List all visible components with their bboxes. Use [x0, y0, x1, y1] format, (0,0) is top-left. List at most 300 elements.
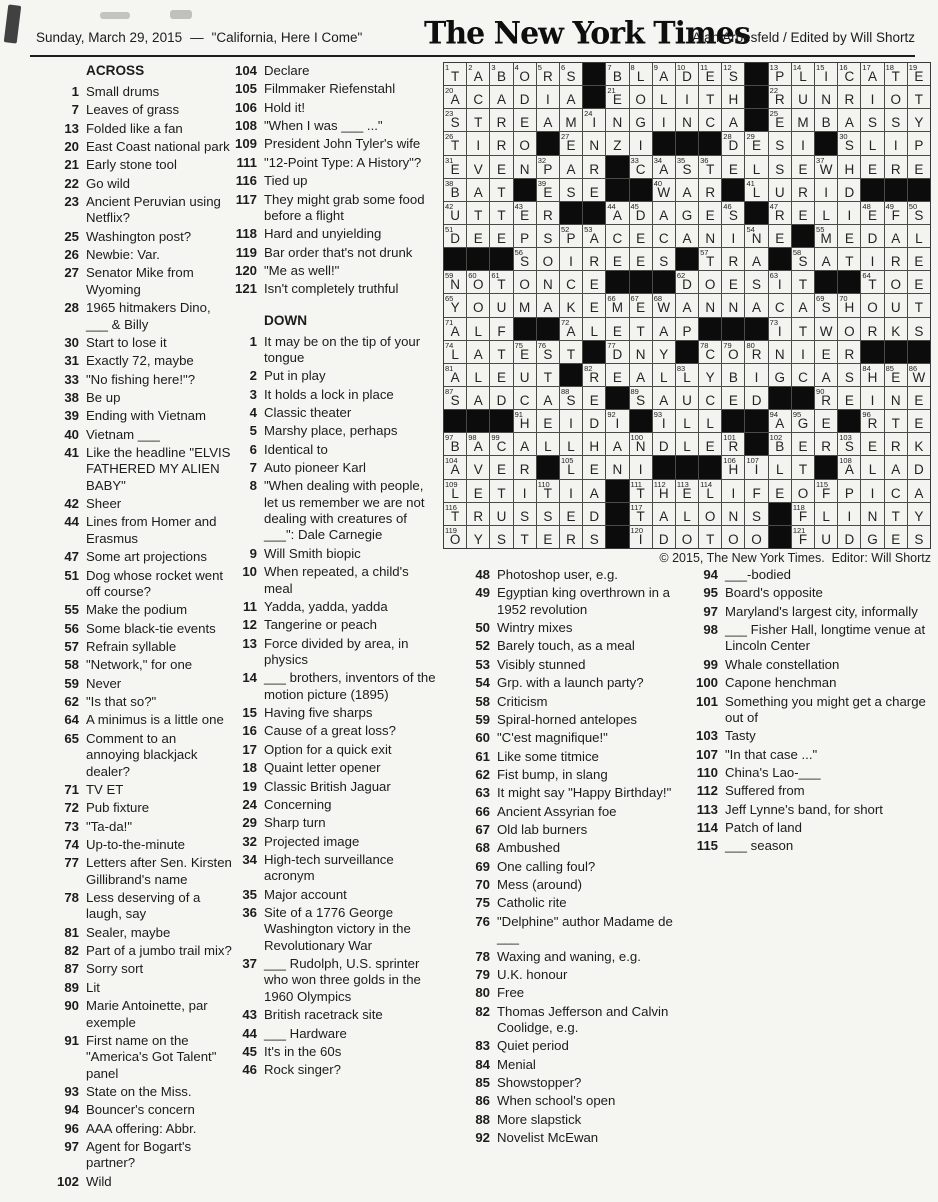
grid-cell: [467, 318, 489, 340]
cell-letter: R: [844, 346, 855, 362]
clue-number: 24: [242, 796, 257, 812]
clue: [458, 1093, 674, 1109]
clue-number: 99: [703, 656, 718, 672]
cell-letter: R: [496, 138, 507, 154]
grid-cell: [885, 387, 907, 409]
cell-letter: T: [636, 508, 645, 524]
grid-cell: [676, 271, 698, 293]
cell-letter: A: [914, 485, 924, 501]
clue: [458, 877, 674, 893]
cell-letter: I: [847, 508, 852, 524]
cell-letter: T: [497, 277, 506, 293]
clue-number: 79: [475, 966, 490, 982]
cell-letter: R: [589, 161, 600, 177]
cell-letter: L: [868, 462, 877, 478]
cell-letter: E: [728, 277, 738, 293]
cell-number: 47: [769, 201, 778, 211]
grid-cell: [490, 480, 512, 502]
cell-letter: T: [497, 485, 506, 501]
cell-letter: D: [914, 462, 924, 478]
cell-letter: T: [798, 323, 808, 339]
black-square: [815, 271, 837, 293]
clue: [53, 819, 232, 835]
cell-letter: I: [777, 277, 782, 293]
cell-number: 57: [700, 248, 709, 258]
grid-cell: [792, 318, 814, 340]
cell-letter: I: [638, 138, 643, 154]
clue: [458, 694, 674, 710]
clue-text: Marshy place, perhaps: [264, 423, 398, 439]
grid-cell: [838, 248, 860, 270]
grid-cell: [861, 294, 883, 316]
cell-letter: T: [798, 462, 808, 478]
clue: [53, 694, 232, 710]
grid-cell: [537, 179, 559, 201]
cell-letter: E: [612, 369, 622, 385]
clue: [53, 549, 232, 565]
clue-number: 85: [475, 1075, 490, 1091]
cell-letter: T: [798, 277, 808, 293]
clue-number: 46: [242, 1062, 257, 1078]
cell-number: 108: [839, 456, 852, 466]
grid-cell: [838, 503, 860, 525]
clue-number: 82: [64, 943, 79, 959]
black-square: [444, 248, 466, 270]
cell-number: 85: [885, 363, 894, 373]
clue-text: Photoshop user, e.g.: [497, 567, 618, 582]
cell-letter: R: [798, 184, 808, 200]
black-square: [606, 271, 628, 293]
grid-cell: [861, 156, 883, 178]
grid-cell: [699, 480, 721, 502]
clue-number: 87: [64, 961, 79, 977]
cell-letter: N: [635, 346, 646, 362]
clue-text: "12-Point Type: A History"?: [264, 154, 422, 170]
cell-letter: A: [682, 300, 692, 316]
cell-letter: C: [774, 300, 785, 316]
grid-cell: [815, 526, 837, 548]
cell-number: 111: [630, 479, 642, 489]
grid-cell: [792, 202, 814, 224]
grid-cell: [885, 433, 907, 455]
cell-letter: K: [891, 323, 901, 339]
black-square: [861, 341, 883, 363]
clue-text: Declare: [264, 63, 310, 78]
cell-letter: O: [704, 508, 716, 524]
grid-cell: [908, 318, 930, 340]
grid-cell: [537, 109, 559, 131]
clue-text: Dog whose rocket went off course?: [86, 567, 224, 599]
cell-letter: L: [660, 369, 668, 385]
clue-text: Major account: [264, 886, 347, 902]
cell-letter: L: [868, 138, 877, 154]
clue: [231, 63, 440, 79]
clue-text: Identical to: [264, 441, 328, 457]
cell-letter: T: [520, 531, 529, 547]
grid-cell: [769, 433, 791, 455]
black-square: [699, 318, 721, 340]
grid-cell: [630, 109, 652, 131]
grid-cell: [560, 132, 582, 154]
clue-number: 102: [56, 1173, 79, 1189]
clue-number: 121: [234, 281, 257, 297]
grid-cell: [514, 225, 536, 247]
cell-number: 39: [537, 178, 547, 188]
clue-number: 62: [475, 766, 490, 782]
grid-cell: [861, 63, 883, 85]
clue: [231, 368, 440, 384]
black-square: [514, 318, 536, 340]
clue-text: Leaves of grass: [86, 102, 180, 118]
crossword-grid: [443, 62, 931, 549]
clue-number: 29: [242, 815, 257, 831]
cell-letter: O: [797, 485, 809, 501]
black-square: [653, 456, 675, 478]
cell-letter: I: [870, 392, 875, 408]
grid-cell: [514, 526, 536, 548]
cell-letter: T: [450, 138, 460, 154]
cell-letter: N: [612, 115, 623, 131]
clue-number: 94: [64, 1102, 79, 1118]
grid-cell: [444, 86, 466, 108]
grid-cell: [792, 294, 814, 316]
clue: [53, 194, 232, 227]
grid-cell: [815, 318, 837, 340]
grid-cell: [699, 156, 721, 178]
grid-cell: [861, 86, 883, 108]
cell-letter: E: [752, 138, 762, 154]
clue: [458, 967, 674, 983]
clue: [231, 245, 440, 261]
grid-cell: [630, 156, 652, 178]
black-square: [815, 456, 837, 478]
clue-number: 112: [696, 783, 718, 799]
grid-cell: [537, 341, 559, 363]
cell-letter: L: [752, 161, 761, 177]
cell-letter: P: [682, 323, 692, 339]
cell-letter: S: [844, 369, 854, 385]
grid-cell: [722, 387, 744, 409]
cell-letter: N: [728, 508, 739, 524]
cell-number: 1: [445, 63, 450, 72]
cell-letter: I: [592, 115, 597, 131]
grid-cell: [583, 364, 605, 386]
grid-cell: [583, 433, 605, 455]
cell-letter: D: [519, 92, 530, 108]
clue-text: "Me as well!": [264, 262, 340, 278]
cell-letter: R: [589, 369, 600, 385]
clue-number: 53: [475, 656, 490, 672]
clue-number: 115: [696, 838, 718, 854]
clue-text: Classic British Jaguar: [264, 778, 391, 794]
cell-number: 10: [676, 63, 686, 72]
grid-cell: [490, 271, 512, 293]
cell-letter: E: [821, 416, 831, 432]
black-square: [606, 526, 628, 548]
black-square: [861, 179, 883, 201]
clue-text: 1965 hitmakers Dino, ___ & Billy: [86, 300, 211, 332]
cell-letter: A: [543, 392, 553, 408]
cell-letter: U: [821, 531, 832, 547]
grid-cell: [792, 433, 814, 455]
clue-number: 1: [71, 83, 79, 99]
clue-number: 49: [475, 585, 490, 601]
clue-number: 60: [475, 730, 490, 746]
cell-number: 82: [584, 363, 593, 373]
grid-cell: [861, 248, 883, 270]
grid-cell: [908, 248, 930, 270]
cell-letter: H: [728, 462, 739, 478]
cell-number: 26: [445, 132, 454, 142]
clue: [53, 176, 232, 192]
clue-text: Sorry sort: [86, 961, 144, 977]
clue-number: 21: [64, 157, 79, 173]
clue-text: Having five sharps: [264, 705, 373, 721]
cell-letter: O: [890, 92, 901, 108]
cell-letter: D: [496, 392, 507, 408]
cell-letter: L: [822, 207, 830, 223]
clue-number: 97: [64, 1139, 79, 1155]
grid-cell: [908, 86, 930, 108]
grid-cell: [444, 271, 466, 293]
grid-cell: [583, 480, 605, 502]
clue-number: 35: [242, 886, 257, 902]
cell-number: 105: [560, 456, 574, 466]
cell-letter: Y: [450, 300, 460, 316]
cell-letter: S: [914, 207, 924, 223]
cell-letter: P: [566, 230, 576, 246]
cell-letter: R: [728, 439, 739, 455]
grid-cell: [653, 109, 675, 131]
cell-letter: H: [844, 161, 855, 177]
grid-cell: [861, 387, 883, 409]
clue-number: 18: [242, 760, 257, 776]
clue-number: 9: [249, 545, 257, 561]
grid-cell: [537, 63, 559, 85]
black-square: [885, 179, 907, 201]
grid-cell: [514, 364, 536, 386]
grid-cell: [653, 410, 675, 432]
cell-number: 3: [491, 63, 496, 72]
grid-cell: [699, 526, 721, 548]
grid-cell: [606, 318, 628, 340]
grid-cell: [815, 503, 837, 525]
grid-cell: [444, 156, 466, 178]
cell-letter: S: [589, 531, 599, 547]
grid-cell: [745, 132, 767, 154]
cell-number: 45: [630, 201, 639, 211]
clue-text: "Ta-da!": [86, 818, 133, 834]
cell-letter: A: [473, 184, 483, 200]
cell-letter: E: [566, 508, 576, 524]
cell-number: 101: [723, 433, 736, 443]
cell-number: 100: [630, 433, 644, 443]
cell-number: 6: [560, 63, 566, 72]
black-square: [908, 179, 930, 201]
clue: [458, 620, 674, 636]
clue-number: 3: [249, 386, 257, 402]
cell-number: 93: [653, 410, 663, 420]
clue-text: Quiet period: [497, 1038, 569, 1054]
grid-cell: [444, 179, 466, 201]
black-square: [699, 132, 721, 154]
clue-text: ___ Fisher Hall, longtime venue at Lincoln Center: [725, 622, 926, 654]
cell-letter: S: [659, 254, 669, 270]
clue: [231, 887, 440, 903]
cell-letter: W: [657, 300, 671, 316]
cell-letter: E: [798, 439, 808, 455]
clue-number: 20: [64, 138, 79, 154]
black-square: [745, 433, 767, 455]
black-square: [490, 248, 512, 270]
grid-cell: [699, 109, 721, 131]
cell-letter: S: [914, 323, 924, 339]
grid-cell: [792, 156, 814, 178]
cell-letter: F: [822, 485, 831, 501]
clue-number: 23: [64, 194, 79, 209]
clue: [458, 914, 674, 947]
cell-letter: E: [728, 392, 738, 408]
cell-letter: L: [451, 346, 459, 362]
cell-letter: A: [844, 115, 854, 131]
cell-letter: E: [682, 485, 692, 501]
cell-number: 79: [723, 340, 732, 350]
cell-letter: U: [798, 92, 808, 108]
cell-letter: E: [775, 230, 785, 246]
clue-number: 39: [64, 408, 79, 424]
cell-letter: W: [912, 369, 926, 385]
cell-letter: O: [704, 277, 716, 293]
cell-letter: S: [450, 115, 460, 131]
clue: [53, 390, 232, 406]
grid-cell: [722, 248, 744, 270]
black-square: [838, 410, 860, 432]
cell-number: 102: [769, 433, 783, 443]
clue-text: ___ Rudolph, U.S. sprinter who won three golds in the 1960 Olympics: [264, 956, 421, 1004]
cell-letter: S: [891, 115, 901, 131]
clue-text: "No fishing here!"?: [86, 371, 196, 387]
cell-letter: L: [544, 439, 552, 455]
clue-text: It may be on the tip of your tongue: [264, 333, 421, 365]
grid-cell: [908, 433, 930, 455]
clue-number: 34: [242, 851, 257, 867]
cell-letter: S: [914, 531, 924, 547]
clue-number: 95: [703, 585, 718, 601]
cell-letter: I: [893, 138, 898, 154]
clue-number: 76: [475, 913, 490, 929]
cell-letter: L: [799, 69, 807, 84]
clue: [458, 1057, 674, 1073]
grid-cell: [861, 503, 883, 525]
grid-cell: [583, 109, 605, 131]
grid-cell: [676, 364, 698, 386]
cell-number: 58: [792, 248, 802, 258]
grid-cell: [444, 480, 466, 502]
cell-letter: N: [751, 230, 762, 246]
cell-letter: S: [450, 392, 460, 408]
cell-letter: I: [476, 138, 481, 154]
black-square: [606, 503, 628, 525]
grid-cell: [815, 202, 837, 224]
clue: [686, 585, 935, 601]
cell-letter: I: [870, 92, 875, 108]
grid-cell: [630, 503, 652, 525]
clue: [53, 998, 232, 1031]
cell-letter: N: [705, 230, 716, 246]
grid-cell: [838, 225, 860, 247]
clue: [458, 822, 674, 838]
cell-letter: R: [473, 508, 484, 524]
cell-number: 63: [769, 271, 778, 281]
cell-letter: S: [566, 184, 576, 200]
grid-cell: [490, 86, 512, 108]
clue: [53, 1174, 232, 1190]
grid-cell: [676, 318, 698, 340]
clue-text: AAA offering: Abbr.: [86, 1120, 197, 1136]
clue: [458, 767, 674, 783]
cell-letter: S: [543, 508, 553, 524]
cell-letter: E: [914, 392, 924, 408]
cell-number: 59: [445, 271, 454, 281]
clue-text: Ancient Peruvian using Netflix?: [86, 194, 221, 226]
cell-letter: R: [890, 161, 901, 177]
grid-cell: [815, 248, 837, 270]
grid-cell: [537, 248, 559, 270]
cell-letter: A: [659, 161, 669, 177]
grid-cell: [769, 318, 791, 340]
cell-letter: D: [589, 416, 600, 432]
clue: [53, 782, 232, 798]
cell-number: 62: [676, 271, 686, 281]
cell-letter: E: [914, 277, 924, 293]
clue-text: Early stone tool: [86, 157, 177, 173]
grid-cell: [699, 503, 721, 525]
across-clue-column: [53, 63, 232, 1192]
cell-letter: Y: [473, 531, 483, 547]
grid-cell: [908, 225, 930, 247]
black-square: [815, 132, 837, 154]
grid-cell: [908, 526, 930, 548]
grid-cell: [722, 341, 744, 363]
cell-letter: E: [705, 207, 715, 223]
cell-letter: E: [914, 69, 924, 84]
grid-cell: [792, 456, 814, 478]
scan-artifact: [100, 12, 130, 19]
clue: [231, 442, 440, 458]
grid-cell: [745, 480, 767, 502]
cell-number: 113: [676, 479, 689, 489]
grid-cell: [653, 294, 675, 316]
cell-letter: T: [497, 346, 506, 362]
cell-letter: U: [450, 207, 460, 223]
clue-number: 7: [71, 102, 79, 118]
cell-letter: C: [612, 230, 623, 246]
grid-cell: [676, 526, 698, 548]
grid-cell: [514, 294, 536, 316]
grid-cell: [630, 63, 652, 85]
cell-letter: T: [636, 323, 645, 339]
clue-text: Start to lose it: [86, 334, 167, 350]
across-heading: ACROSS: [86, 63, 145, 78]
cell-number: 90: [816, 386, 825, 396]
cell-letter: L: [775, 462, 784, 478]
grid-cell: [861, 364, 883, 386]
cell-letter: T: [891, 69, 900, 84]
grid-cell: [815, 294, 837, 316]
cell-letter: N: [821, 92, 832, 108]
grid-cell: [745, 156, 767, 178]
grid-cell: [885, 271, 907, 293]
